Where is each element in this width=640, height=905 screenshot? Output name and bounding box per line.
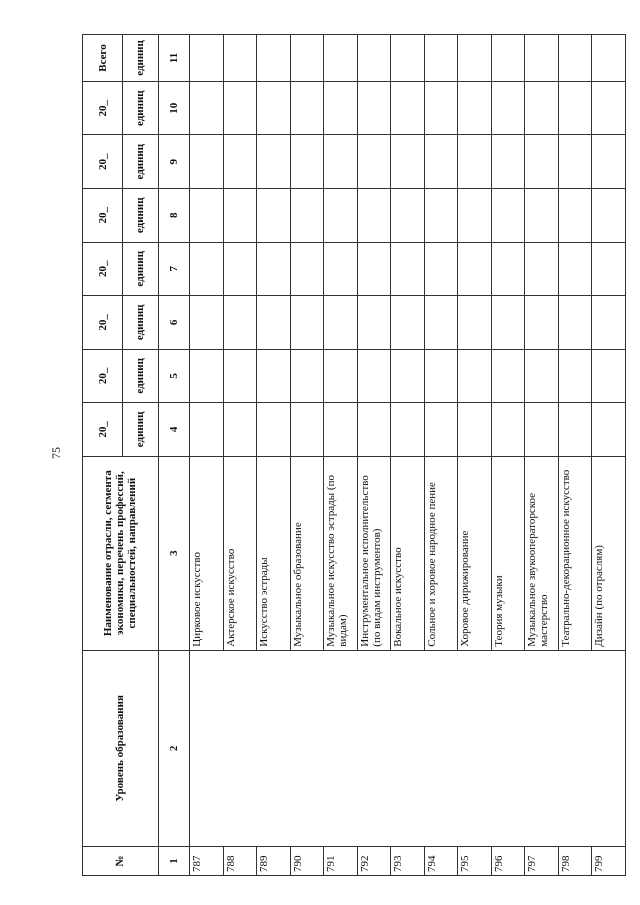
value-cell [290, 296, 324, 350]
value-cell [357, 296, 391, 350]
value-cell [223, 188, 257, 242]
unit-label: единиц [123, 349, 159, 403]
column-number: 11 [158, 35, 189, 82]
value-cell [357, 81, 391, 135]
value-cell [190, 188, 224, 242]
row-number: 791 [324, 847, 358, 876]
value-cell [290, 188, 324, 242]
row-number: 798 [558, 847, 592, 876]
value-cell [592, 242, 626, 296]
header-row [83, 35, 123, 876]
value-cell [357, 35, 391, 82]
value-cell [223, 81, 257, 135]
value-cell [424, 242, 458, 296]
column-number: 6 [158, 296, 189, 350]
value-cell [324, 188, 358, 242]
value-cell [290, 242, 324, 296]
column-number: 9 [158, 135, 189, 189]
row-number: 796 [491, 847, 525, 876]
table-container [82, 34, 626, 876]
value-cell [592, 349, 626, 403]
value-cell [458, 403, 492, 457]
unit-label: единиц [123, 403, 159, 457]
value-cell [424, 188, 458, 242]
header-year: 20_ [83, 81, 123, 135]
row-name: Дизайн (по отраслям) [592, 456, 626, 650]
value-cell [324, 35, 358, 82]
value-cell [558, 296, 592, 350]
value-cell [324, 81, 358, 135]
header-year: 20_ [83, 349, 123, 403]
value-cell [324, 135, 358, 189]
value-cell [592, 35, 626, 82]
value-cell [491, 135, 525, 189]
value-cell [290, 35, 324, 82]
row-name: Хоровое дирижирование [458, 456, 492, 650]
value-cell [391, 403, 425, 457]
header-year: 20_ [83, 296, 123, 350]
header-year: 20_ [83, 403, 123, 457]
value-cell [257, 242, 291, 296]
value-cell [424, 403, 458, 457]
value-cell [558, 135, 592, 189]
value-cell [424, 35, 458, 82]
rotated-table [82, 34, 626, 876]
table-row [190, 35, 224, 876]
value-cell [391, 296, 425, 350]
row-name: Сольное и хоровое народное пение [424, 456, 458, 650]
value-cell [391, 81, 425, 135]
unit-label: единиц [123, 81, 159, 135]
value-cell [190, 242, 224, 296]
header-year: 20_ [83, 135, 123, 189]
value-cell [190, 81, 224, 135]
level-cell [190, 650, 626, 846]
value-cell [525, 35, 559, 82]
value-cell [458, 188, 492, 242]
value-cell [223, 135, 257, 189]
row-number: 797 [525, 847, 559, 876]
value-cell [190, 296, 224, 350]
table-body [190, 35, 626, 876]
value-cell [357, 188, 391, 242]
value-cell [257, 349, 291, 403]
row-name: Театрально-декорационное искусство [558, 456, 592, 650]
value-cell [458, 81, 492, 135]
value-cell [525, 188, 559, 242]
value-cell [491, 403, 525, 457]
row-name: Музыкальное образование [290, 456, 324, 650]
value-cell [458, 296, 492, 350]
column-number: 7 [158, 242, 189, 296]
value-cell [592, 296, 626, 350]
value-cell [190, 135, 224, 189]
value-cell [357, 349, 391, 403]
value-cell [491, 296, 525, 350]
row-name: Актерское искусство [223, 456, 257, 650]
page-number: 75 [49, 447, 63, 459]
value-cell [190, 35, 224, 82]
value-cell [391, 188, 425, 242]
value-cell [324, 403, 358, 457]
column-number: 4 [158, 403, 189, 457]
value-cell [223, 242, 257, 296]
header-total: Всего [83, 35, 123, 82]
row-number: 790 [290, 847, 324, 876]
education-table [82, 34, 626, 876]
value-cell [290, 135, 324, 189]
header-level: Уровень образования [83, 650, 159, 846]
value-cell [257, 135, 291, 189]
value-cell [290, 403, 324, 457]
value-cell [558, 188, 592, 242]
value-cell [357, 403, 391, 457]
value-cell [257, 81, 291, 135]
unit-label: единиц [123, 135, 159, 189]
value-cell [458, 242, 492, 296]
row-number: 793 [391, 847, 425, 876]
row-number: 788 [223, 847, 257, 876]
header-name: Наименование отрасли, сегмента экономики, перечень профессий, специальностей, направлений [83, 456, 159, 650]
column-number: 2 [158, 650, 189, 846]
value-cell [525, 135, 559, 189]
row-name: Вокальное искусство [391, 456, 425, 650]
row-name: Музыкальное звукооператорское мастерство [525, 456, 559, 650]
row-name: Искусство эстрады [257, 456, 291, 650]
row-number: 799 [592, 847, 626, 876]
column-numbers-row [158, 35, 189, 876]
unit-label: единиц [123, 242, 159, 296]
value-cell [357, 242, 391, 296]
value-cell [223, 296, 257, 350]
value-cell [558, 35, 592, 82]
row-number: 787 [190, 847, 224, 876]
value-cell [223, 403, 257, 457]
value-cell [290, 349, 324, 403]
value-cell [458, 349, 492, 403]
value-cell [324, 349, 358, 403]
value-cell [525, 81, 559, 135]
value-cell [391, 349, 425, 403]
value-cell [491, 35, 525, 82]
value-cell [558, 81, 592, 135]
header-year: 20_ [83, 188, 123, 242]
value-cell [491, 81, 525, 135]
value-cell [223, 35, 257, 82]
unit-label: единиц [123, 35, 159, 82]
row-number: 795 [458, 847, 492, 876]
value-cell [424, 135, 458, 189]
value-cell [491, 188, 525, 242]
value-cell [357, 135, 391, 189]
value-cell [558, 242, 592, 296]
row-name: Теория музыки [491, 456, 525, 650]
column-number: 3 [158, 456, 189, 650]
value-cell [257, 403, 291, 457]
row-number: 789 [257, 847, 291, 876]
value-cell [391, 242, 425, 296]
value-cell [525, 296, 559, 350]
value-cell [491, 349, 525, 403]
value-cell [525, 242, 559, 296]
value-cell [592, 188, 626, 242]
value-cell [525, 403, 559, 457]
value-cell [424, 296, 458, 350]
row-number: 792 [357, 847, 391, 876]
row-name: Музыкальное искусство эстрады (по видам) [324, 456, 358, 650]
value-cell [592, 135, 626, 189]
value-cell [257, 188, 291, 242]
value-cell [424, 349, 458, 403]
value-cell [458, 135, 492, 189]
unit-label: единиц [123, 296, 159, 350]
value-cell [558, 403, 592, 457]
value-cell [324, 242, 358, 296]
column-number: 8 [158, 188, 189, 242]
value-cell [491, 242, 525, 296]
column-number: 10 [158, 81, 189, 135]
value-cell [391, 135, 425, 189]
value-cell [592, 81, 626, 135]
value-cell [290, 81, 324, 135]
value-cell [525, 349, 559, 403]
column-number: 1 [158, 847, 189, 876]
value-cell [257, 35, 291, 82]
column-number: 5 [158, 349, 189, 403]
value-cell [424, 81, 458, 135]
header-no: № [83, 847, 159, 876]
header-year: 20_ [83, 242, 123, 296]
row-number: 794 [424, 847, 458, 876]
value-cell [190, 349, 224, 403]
value-cell [391, 35, 425, 82]
unit-label: единиц [123, 188, 159, 242]
value-cell [324, 296, 358, 350]
value-cell [190, 403, 224, 457]
value-cell [223, 349, 257, 403]
row-name: Инструментальное исполнительство (по видам инструментов) [357, 456, 391, 650]
value-cell [558, 349, 592, 403]
value-cell [257, 296, 291, 350]
value-cell [458, 35, 492, 82]
row-name: Цирковое искусство [190, 456, 224, 650]
value-cell [592, 403, 626, 457]
